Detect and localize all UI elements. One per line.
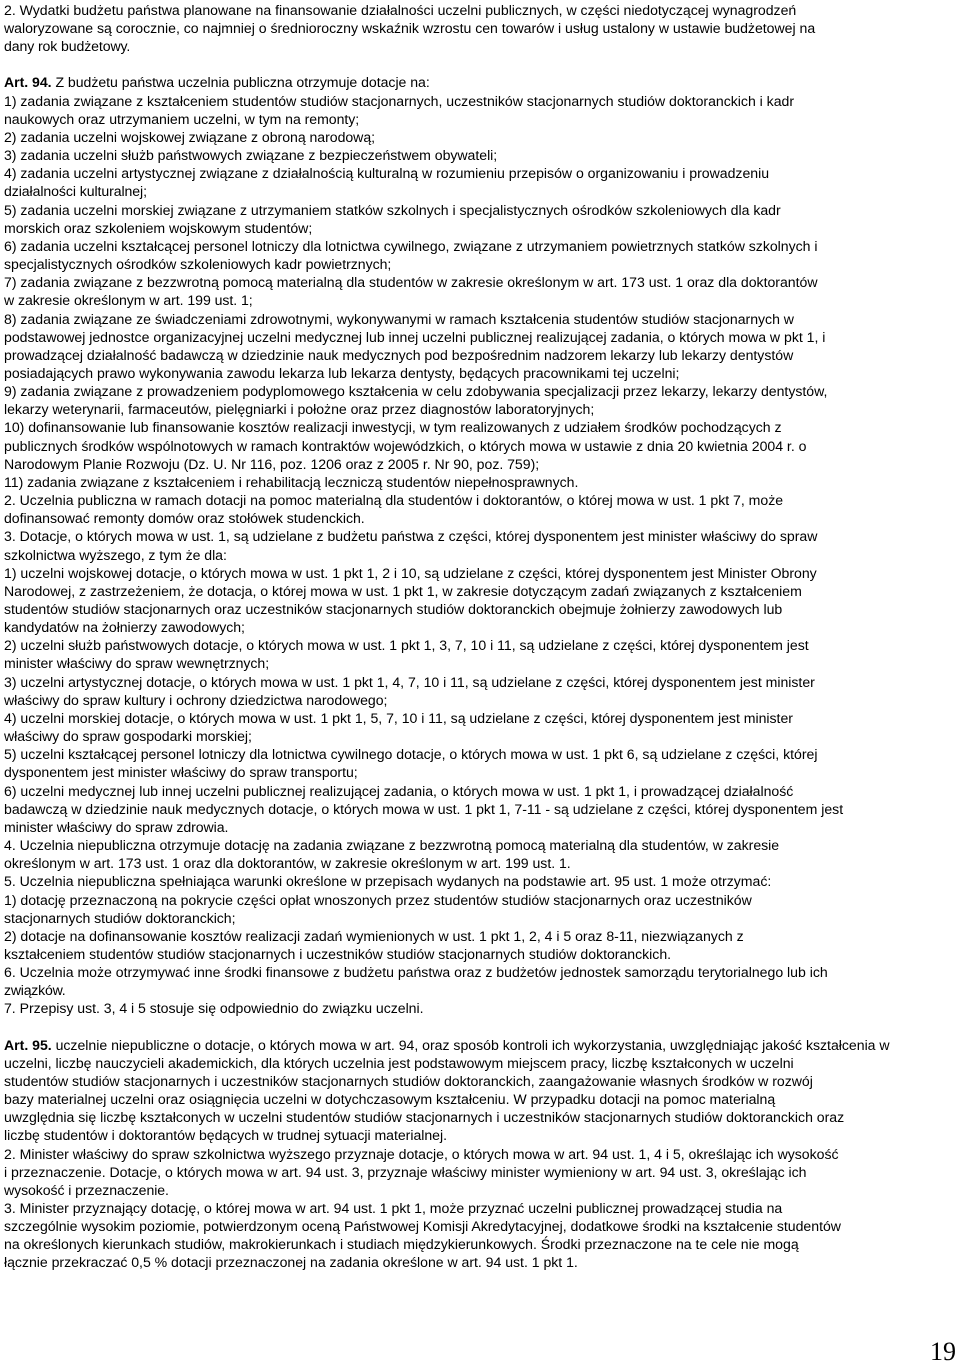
text-line: prowadzącej działalność badawczą w dziedzinie nauk medycznych pod bezpośrednim nadzorem lekarzy lub lekarzy dentystów [4, 346, 794, 363]
text-line: 1) zadania związane z kształceniem studentów studiów stacjonarnych, uczestników stacjonarnych studiów doktoranckich i kadr [4, 92, 795, 109]
text-line: związków. [4, 982, 66, 999]
text-line: 4) zadania uczelni artystycznej związane z działalnością kulturalną w rozumieniu przepisów o organizowaniu i prowadzeniu [4, 165, 770, 182]
text-line: 2. Uczelnia publiczna w ramach dotacji na pomoc materialną dla studentów i doktorantów, o której mowa w ust. 1 pkt 7, może [4, 492, 784, 509]
text-line: kształceniem studentów studiów stacjonarnych i uczestników studiów stacjonarnych studiów doktoranckich. [4, 945, 672, 962]
page-number: 19 [930, 1337, 956, 1366]
text-line: bazy materialnej uczelni oraz osiągnięcia uczelni w dotychczasowym kształceniu. W przypadku dotacji na pomoc materialną [4, 1091, 776, 1108]
text-line: właściwy do spraw gospodarki morskiej; [4, 728, 252, 745]
spacer [4, 55, 956, 73]
text-line: uczelni, liczbę nauczycieli akademickich, dla których uczelnia jest podstawowym miejscem pracy, liczbę kształconych w uczelni [4, 1054, 794, 1071]
text-line: morskich oraz szkoleniem wojskowym studentów; [4, 219, 313, 236]
text-line: naukowych oraz utrzymaniem uczelni, w tym na remonty; [4, 110, 360, 127]
text-line: 3. Minister przyznający dotację, o której mowa w art. 94 ust. 1 pkt 1, może przyznać uczelni publicznej prowadzącej studia na [4, 1200, 783, 1216]
document-page [4, 1, 956, 1272]
spacer [4, 1018, 956, 1036]
text-line: dofinansować remonty domów oraz stołówek studenckich. [4, 510, 365, 527]
text-line: 3. Dotacje, o których mowa w ust. 1, są udzielane z budżetu państwa z części, której dysponentem jest minister właściwy do spraw [4, 528, 818, 545]
text-line: 5. Uczelnia niepubliczna spełniająca warunki określone w przepisach wydanych na podstawie art. 95 ust. 1 może otrzymać: [4, 873, 772, 890]
text-line: 2. Wydatki budżetu państwa planowane na finansowanie działalności uczelni publicznych, w części niedotyczącej wynagrodzeń [4, 2, 797, 18]
text-line: w zakresie określonym w art. 199 ust. 1; [4, 292, 253, 309]
text-line: i przeznaczenie. Dotacje, o których mowa w art. 94 ust. 3, przyznaje właściwy minister wymieniony w art. 94 ust. 3, określając ich [4, 1163, 807, 1180]
text-line: stacjonarnych studiów doktoranckich; [4, 909, 236, 926]
text-line: na określonych kierunkach studiów, makrokierunkach i studiach międzykierunkowych. Środki przeznaczone na te cele nie mogą [4, 1236, 799, 1253]
text-line: uczelnie niepubliczne o dotacje, o których mowa w art. 94, oraz sposób kontroli ich wykorzystania, uwzględniając jakość kształcenia w [55, 1036, 890, 1053]
text-line: specjalistycznych ośrodków szkoleniowych kadr powietrznych; [4, 256, 392, 273]
text-line: kandydatów na żołnierzy zawodowych; [4, 619, 245, 636]
article-94-label: Art. 94. [4, 74, 52, 91]
text-line: 6) zadania uczelni kształcącej personel lotniczy dla lotnictwa cywilnego, związane z utrzymaniem powietrznych statków szkolnych i [4, 237, 818, 254]
text-line: łącznie przekraczać 0,5 % dotacji przeznaczonej na zadania określone w art. 94 ust. 1 pkt 1. [4, 1254, 578, 1271]
text-line: 6. Uczelnia może otrzymywać inne środki finansowe z budżetu państwa oraz z budżetów jednostek samorządu terytorialnego lub ich [4, 964, 828, 981]
text-line: 3) uczelni artystycznej dotacje, o których mowa w ust. 1 pkt 1, 4, 7, 10 i 11, są udzielane z części, której dysponentem jest minister [4, 673, 815, 690]
text-line: Z budżetu państwa uczelnia publiczna otrzymuje dotacje na: [55, 74, 430, 91]
text-line: 10) dofinansowanie lub finansowanie kosztów realizacji inwestycji, w tym realizowanych z udziałem środków pochodzących z [4, 419, 782, 436]
text-line: 4) uczelni morskiej dotacje, o których mowa w ust. 1 pkt 1, 5, 7, 10 i 11, są udzielane z części, której dysponentem jest minister [4, 709, 793, 726]
text-line: publicznych środków wspólnotowych w ramach kontraktów wojewódzkich, o których mowa w ustawie z dnia 20 kwietnia 2004 r. o [4, 437, 807, 454]
text-line: 11) zadania związane z kształceniem i rehabilitacją leczniczą studentów niepełnosprawnych. [4, 473, 579, 490]
text-line: Narodowej, z zastrzeżeniem, że dotacja, o której mowa w ust. 1 pkt 1, w zakresie dotyczącym zadań związanych z kształceniem [4, 582, 802, 599]
text-line: lekarzy weterynarii, farmaceutów, pielęgniarki i położne oraz przez diagnostów laboratoryjnych; [4, 401, 595, 418]
text-line: 8) zadania związane ze świadczeniami zdrowotnymi, wykonywanymi w ramach kształcenia studentów studiów stacjonarnych w [4, 310, 794, 327]
text-line: określonym w art. 173 ust. 1 oraz dla doktorantów, w zakresie określonym w art. 199 ust. 1. [4, 855, 571, 872]
text-line: 7. Przepisy ust. 3, 4 i 5 stosuje się odpowiednio do związku uczelni. [4, 1000, 424, 1017]
text-line: studentów studiów stacjonarnych i uczestników stacjonarnych studiów doktoranckich, zaangażowanie własnych środków w rozwój [4, 1072, 813, 1089]
text-line: 2) dotacje na dofinansowanie kosztów realizacji zadań wymienionych w ust. 1 pkt 1, 2, 4 i 5 oraz 8-11, niezwiązanych z [4, 927, 744, 944]
text-line: waloryzowane są corocznie, co najmniej o średnioroczny wskaźnik wzrostu cen towarów i usług ustalony w ustawie budżetowej na [4, 20, 816, 37]
text-line: szczególnie wysokim poziomie, potwierdzonym oceną Państwowej Komisji Akredytacyjnej, dodatkowe środki na kształcenie studentów [4, 1218, 841, 1235]
text-line: studentów studiów stacjonarnych oraz uczestników stacjonarnych studiów doktoranckich obejmuje żołnierzy zawodowych lub [4, 601, 783, 617]
text-line: szkolnictwa wyższego, z tym że dla: [4, 546, 227, 563]
text-line: 2. Minister właściwy do spraw szkolnictwa wyższego przyznaje dotacje, o których mowa w art. 94 ust. 1, 4 i 5, określając ich wysokość [4, 1145, 839, 1162]
text-line: 4. Uczelnia niepubliczna otrzymuje dotację na zadania związane z bezzwrotną pomocą materialną dla studentów, w zakresie [4, 837, 780, 854]
article-94-first-line [4, 73, 956, 91]
text-line: wysokość i przeznaczenie. [4, 1181, 169, 1198]
text-line: 1) uczelni wojskowej dotacje, o których mowa w ust. 1 pkt 1, 2 i 10, są udzielane z części, której dysponentem jest Minister Obrony [4, 564, 817, 581]
text-line: 7) zadania związane z bezzwrotną pomocą materialną dla studentów w zakresie określonym w art. 173 ust. 1 oraz dla doktorantów [4, 274, 818, 291]
text-line: właściwy do spraw kultury i ochrony dziedzictwa narodowego; [4, 691, 388, 708]
text-line: 5) uczelni kształcącej personel lotniczy dla lotnictwa cywilnego dotacje, o których mowa w ust. 1 pkt 6, są udzielane z części, której [4, 746, 818, 763]
text-line: liczbę studentów i doktorantów będących w trudnej sytuacji materialnej. [4, 1127, 447, 1144]
text-line: Narodowym Planie Rozwoju (Dz. U. Nr 116, poz. 1206 oraz z 2005 r. Nr 90, poz. 759); [4, 455, 540, 472]
text-line: minister właściwy do spraw wewnętrznych; [4, 655, 270, 672]
text-line: podstawowej jednostce organizacyjnej uczelni medycznej lub innej uczelni publicznej realizującej zadania, o których mowa w pkt 1, i [4, 328, 826, 345]
text-line: 2) zadania uczelni wojskowej związane z obroną narodową; [4, 128, 376, 145]
text-line: badawczą w dziedzinie nauk medycznych dotacje, o których mowa w ust. 1 pkt 1, 7-11 - są udzielane z części, której dysponentem jest [4, 800, 844, 817]
text-line: posiadających prawo wykonywania zawodu lekarza lub lekarza dentysty, będących pracownikami tej uczelni; [4, 364, 680, 381]
text-line: 3) zadania uczelni służb państwowych związane z bezpieczeństwem obywateli; [4, 147, 498, 164]
text-line: działalności kulturalnej; [4, 183, 147, 200]
text-line: dysponentem jest minister właściwy do spraw transportu; [4, 764, 358, 781]
text-line: 1) dotację przeznaczoną na pokrycie części opłat wnoszonych przez studentów studiów stacjonarnych oraz uczestników [4, 891, 752, 908]
article-95-label: Art. 95. [4, 1036, 52, 1053]
text-line: 6) uczelni medycznej lub innej uczelni publicznej realizującej zadania, o których mowa w ust. 1 pkt 1, i prowadzącej działalność [4, 782, 794, 799]
text-line: 2) uczelni służb państwowych dotacje, o których mowa w ust. 1 pkt 1, 3, 7, 10 i 11, są udzielane z części, której dysponentem jest [4, 637, 809, 654]
article-95-first-line [4, 1036, 956, 1054]
text-line: uwzględnia się liczbę kształconych w uczelni studentów studiów stacjonarnych i uczestników stacjonarnych studiów doktoranckich oraz [4, 1109, 845, 1126]
text-line: dany rok budżetowy. [4, 38, 131, 55]
text-line: minister właściwy do spraw zdrowia. [4, 818, 229, 835]
text-line: 9) zadania związane z prowadzeniem podyplomowego kształcenia w celu zdobywania specjalizacji przez lekarzy, lekarzy dentystów, [4, 383, 828, 400]
text-line: 5) zadania uczelni morskiej związane z utrzymaniem statków szkolnych i specjalistycznych ośrodków szkoleniowych dla kadr [4, 201, 781, 218]
